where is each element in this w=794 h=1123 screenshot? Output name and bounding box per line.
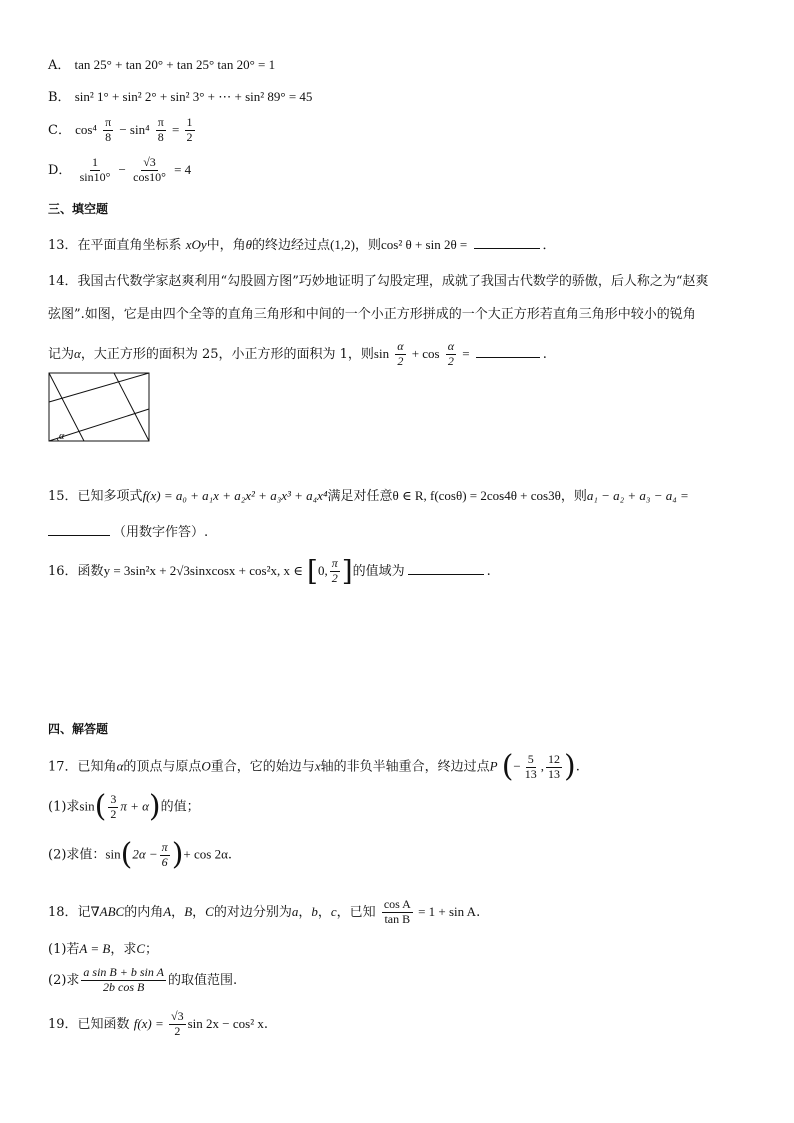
question-text: 已知角 [77,759,117,775]
numerator: 12 [548,751,561,766]
question-13 [48,237,556,254]
option-a [48,57,275,74]
question-text: ， [298,904,312,920]
question-text: ，则 [560,489,587,504]
fraction [156,116,166,145]
math-text: y = 3sin²x + 2√3sinxcosx + cos²x, x ∈ [103,562,303,578]
fraction [160,841,170,870]
math-text: sin [105,846,121,862]
math-text: C [136,941,146,956]
question-text: 在平面直角坐标系 [77,238,182,253]
question-15-line-1 [48,488,689,505]
denominator: sin10° [79,169,111,184]
math-text: cos⁴ [75,121,97,137]
math-text: θ ∈ R, f(cosθ) = 2cos4θ + cos3θ [392,488,561,503]
numerator: √3 [143,155,156,169]
math-text: xOy [185,237,207,252]
question-14-line-1: 14．我国古代数学家赵爽利用“勾股圆方图”巧妙地证明了勾股定理，成就了我国古代数学的骄傲，后人称之为“赵爽 [48,274,709,289]
math-text: a [291,903,299,919]
math-text: A [163,903,172,919]
math-text: = [462,345,473,361]
math-text: 0, [317,562,328,578]
option-label: A． [48,58,71,73]
question-14-line-3 [48,340,547,369]
denominator: 8 [105,129,112,144]
question-text: ，则 [354,238,381,253]
question-text: (2)求 [48,972,80,988]
math-text: b [311,903,318,919]
math-text: cos² θ + sin 2θ = [381,237,471,252]
denominator: 2 [110,806,117,821]
fraction [131,156,168,185]
paren-right: ) [564,749,576,784]
fraction [546,753,562,782]
numerator: 1 [186,115,193,129]
question-text: ， [192,904,206,920]
question-18-part-2 [48,966,237,995]
answer-blank[interactable] [408,574,484,575]
question-text: 已知多项式 [77,489,143,504]
denominator: 2 [186,129,193,144]
math-text: − sin⁴ [119,121,150,137]
math-text: − [513,758,521,774]
numerator: cos A [383,897,411,911]
question-text: 函数 [77,563,104,579]
denominator: 2 [331,570,338,585]
paren-left: ( [120,837,133,872]
question-text: 的终边经过点 [252,238,331,253]
angle-label: α [59,431,65,442]
question-number: 18． [48,904,78,920]
question-number: 13． [48,238,78,253]
question-text: . [227,847,233,863]
numerator: π [157,115,164,129]
section-heading-fill-blank: 三、填空题 [48,202,109,216]
math-text: = [171,121,183,137]
fraction [330,557,340,586]
question-14-line-2: 弦图”.如图，它是由四个全等的直角三角形和中间的一个小正方形拼成的一个大正方形若直角三角形中较小的锐角 [48,307,696,322]
math-text: α [74,345,81,361]
option-c [48,116,197,145]
math-text: sin [79,798,95,814]
math-text: α [116,758,124,774]
zhao-shuang-diagram [48,372,152,444]
question-text: ，已知 [336,904,376,920]
question-text: （用数字作答）. [113,525,209,540]
denominator: 6 [161,854,168,869]
math-text: + cos [411,345,440,361]
question-text: 记为 [48,346,75,362]
paren-left: ( [501,749,514,784]
fraction [108,793,118,822]
denominator: 13 [524,766,537,781]
question-text: 重合，它的始边与 [210,759,315,775]
math-text: , [540,758,545,774]
question-text: (1)求 [48,799,80,815]
question-text: 的顶点与原点 [123,759,202,775]
question-18 [48,898,480,927]
math-text: O [201,758,211,774]
math-text: π + α [120,798,149,814]
question-16 [48,554,491,588]
question-text: 记 [77,904,91,920]
denominator: 2 [397,353,404,368]
denominator: 2b cos B [103,979,145,994]
fraction [78,156,113,185]
denominator: cos10° [133,169,166,184]
denominator: 2 [447,353,454,368]
question-17 [48,749,580,784]
numerator: π [331,556,338,570]
question-text: 轴的非负半轴重合，终边过点 [320,759,490,775]
numerator: π [105,115,112,129]
triangle-edge [49,373,149,402]
math-text: (1,2) [330,237,355,252]
question-text: 的取值范围. [167,972,238,988]
question-text: . [476,904,481,920]
question-text: (1)若 [48,942,80,957]
numerator: 5 [527,751,534,766]
math-text: sin 2x − cos² x [187,1015,264,1031]
math-text: A = B [79,941,111,956]
question-text: 的内角 [124,904,164,920]
question-text: 的值； [160,799,200,815]
question-text: . [575,759,580,775]
paren-left: ( [94,789,107,824]
triangle-edge [49,373,84,441]
option-label: D． [48,162,72,178]
denominator: tan B [384,911,411,926]
math-text: B [184,903,193,919]
question-text: ， [171,904,185,920]
numerator: 1 [91,155,98,169]
question-17-part-1 [48,789,200,824]
fraction [81,966,166,995]
math-text: = 4 [174,161,192,177]
numerator: √3 [171,1009,184,1023]
question-text: ， [317,904,331,920]
math-text: − [118,161,130,177]
math-text: x [314,758,321,774]
question-19 [48,1010,268,1039]
math-text: f(x) = a₀ + a₁x + a₂x² + a₃x³ + a₄x⁴ [142,488,328,503]
math-text: c [330,903,337,919]
bracket-right: ] [341,554,353,588]
question-17-part-2 [48,837,233,872]
option-expression: sin² 1° + sin² 2° + sin² 3° + ⋯ + sin² 89° = 45 [74,89,313,104]
question-text: (2)求值： [48,847,106,863]
math-text: sin [373,345,390,361]
fraction [446,340,456,369]
numerator: a sin B + b sin A [83,965,164,979]
numerator: π [161,839,168,854]
fraction [523,753,539,782]
answer-blank[interactable] [474,248,540,249]
denominator: 8 [157,129,164,144]
math-text: + cos 2α [183,846,228,862]
question-15-line-2 [48,525,208,541]
math-text: ∇ABC [90,903,125,919]
numerator: α [447,339,455,353]
answer-blank[interactable] [476,357,540,358]
question-number: 16． [48,563,78,579]
option-b [48,89,312,106]
fraction [169,1010,186,1039]
question-text: 的值域为 [352,563,405,579]
triangle-edge [114,373,149,441]
bracket-left: [ [307,554,318,588]
paren-right: ) [171,837,184,872]
question-text: 的对边分别为 [213,904,292,920]
fraction [185,116,195,145]
fraction [103,116,113,145]
question-text: ； [145,942,159,957]
numerator: α [397,339,404,353]
numerator: 3 [110,791,117,806]
math-text: f(x) = [133,1015,168,1031]
paren-right: ) [148,789,161,824]
question-text: 中，角 [206,238,246,253]
section-heading-solve: 四、解答题 [48,722,109,736]
option-label: C． [48,122,71,138]
denominator: 13 [548,766,561,781]
question-text: . [542,346,547,362]
answer-blank[interactable] [48,535,110,536]
question-text: . [486,563,491,579]
math-text: a₁ − a₂ + a₃ − a₄ = [586,488,689,503]
denominator: 2 [174,1023,181,1038]
question-text: ，大正方形的面积为 25，小正方形的面积为 1，则 [80,346,374,362]
question-number: 17． [48,759,78,775]
math-text: 2α − [132,846,158,862]
fraction [395,340,405,369]
question-text: ． [542,238,556,253]
question-text: 已知函数 [77,1016,130,1032]
question-text: ，求 [110,942,137,957]
math-text: = 1 + sin A [414,903,477,919]
question-number: 19． [48,1016,78,1032]
option-expression: tan 25° + tan 20° + tan 25° tan 20° = 1 [74,57,276,72]
question-18-part-1 [48,941,158,958]
option-d [48,156,191,185]
question-text: 满足对任意 [327,489,393,504]
question-number: 15． [48,489,78,504]
question-text: . [263,1016,268,1032]
option-label: B． [48,90,71,105]
math-text: C [205,903,214,919]
math-text: P [489,758,498,774]
math-text: θ [245,237,253,252]
fraction [382,898,413,927]
